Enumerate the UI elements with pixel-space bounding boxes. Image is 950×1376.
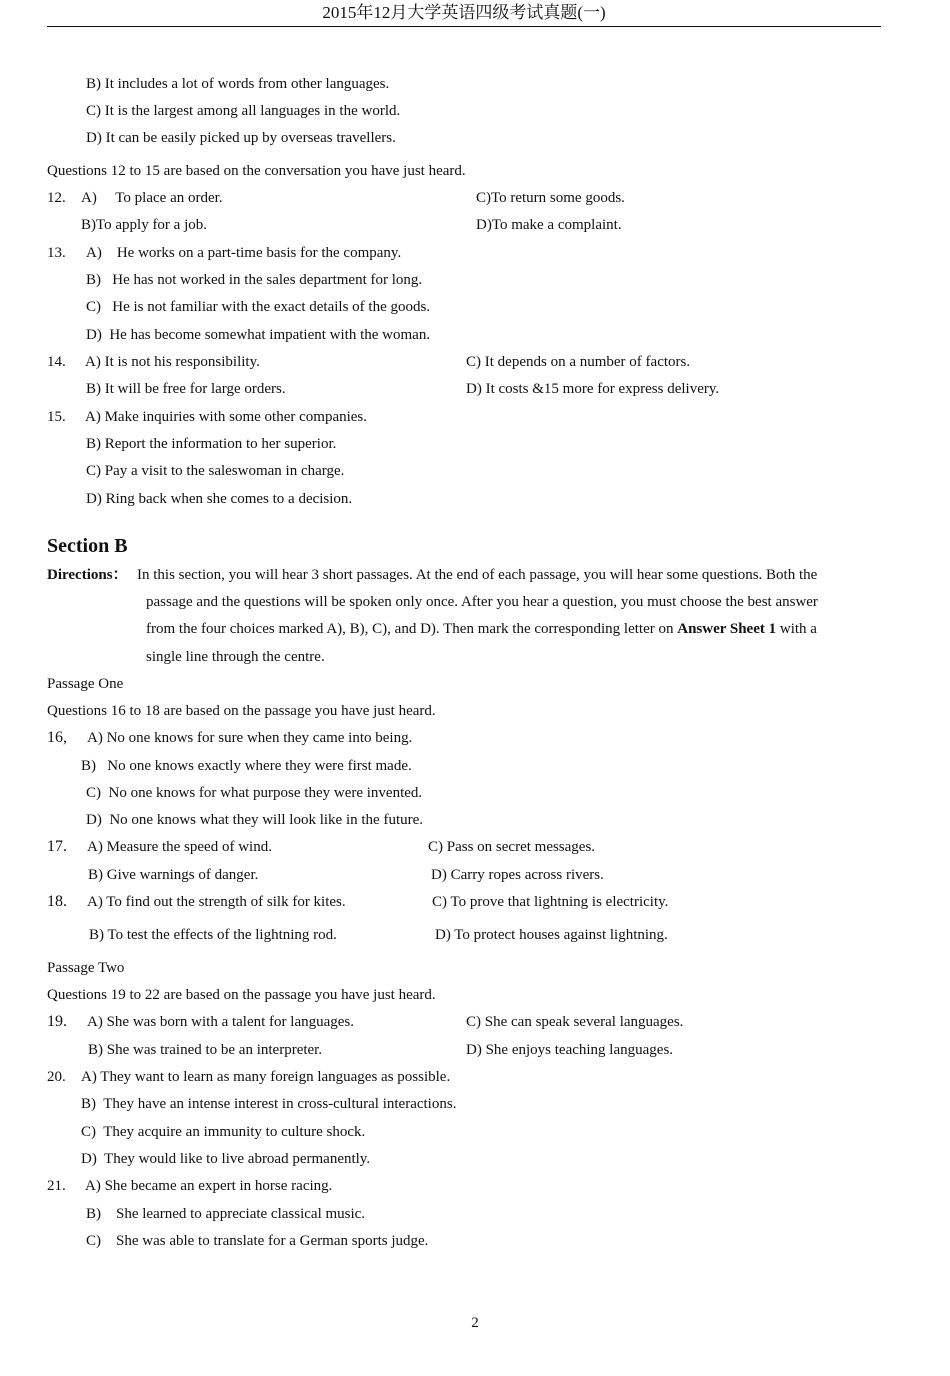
page-header	[47, 0, 881, 27]
q15-option-d: D) Ring back when she comes to a decision.	[86, 491, 353, 507]
q13-option-b: B) He has not worked in the sales department for long.	[86, 272, 423, 288]
q17-option-b: B) Give warnings of danger.	[88, 867, 259, 883]
header-title: 2015年12月大学英语四级考试真题(一)	[322, 3, 606, 22]
q15-number: 15.	[47, 409, 66, 425]
q18-option-a: A) To find out the strength of silk for kites.	[87, 894, 346, 910]
q20-option-b: B) They have an intense interest in cross-cultural interactions.	[81, 1096, 457, 1112]
q16-number: 16,	[47, 729, 67, 746]
q14-option-d: D) It costs &15 more for express delivery.	[466, 381, 720, 397]
section-b-heading: Section B	[47, 535, 128, 557]
q12-number: 12.	[47, 190, 66, 206]
passage-two-title: Passage Two	[47, 960, 125, 976]
q12-option-c: C)To return some goods.	[476, 190, 625, 206]
q20-option-c: C) They acquire an immunity to culture shock.	[81, 1124, 366, 1140]
q15-option-a: A) Make inquiries with some other companies.	[85, 409, 368, 425]
directions-line-1: In this section, you will hear 3 short passages. At the end of each passage, you will hear some questions. Both the	[137, 567, 818, 583]
directions-line-3-pre: from the four choices marked A), B), C), and D). Then mark the corresponding letter on	[146, 621, 678, 637]
q15-option-b: B) Report the information to her superior.	[86, 436, 337, 452]
q17-option-d: D) Carry ropes across rivers.	[431, 867, 604, 883]
q17-option-c: C) Pass on secret messages.	[428, 839, 596, 855]
q16-option-d: D) No one knows what they will look like in the future.	[86, 812, 424, 828]
q12-option-b: B)To apply for a job.	[81, 217, 208, 233]
directions-line-3-post: with a	[776, 621, 817, 637]
q14-option-a: A) It is not his responsibility.	[85, 354, 260, 370]
q16-option-b: B) No one knows exactly where they were first made.	[81, 758, 412, 774]
q12-option-d: D)To make a complaint.	[476, 217, 622, 233]
q20-option-d: D) They would like to live abroad permanently.	[81, 1151, 371, 1167]
q12-option-a: A) To place an order.	[81, 190, 223, 206]
passage-two-intro: Questions 19 to 22 are based on the passage you have just heard.	[47, 987, 436, 1003]
q13-option-c: C) He is not familiar with the exact details of the goods.	[86, 299, 431, 315]
q15-option-c: C) Pay a visit to the saleswoman in charge.	[86, 463, 345, 479]
q18-option-b: B) To test the effects of the lightning rod.	[89, 927, 337, 943]
q14-option-b: B) It will be free for large orders.	[86, 381, 286, 397]
q19-option-a: A) She was born with a talent for languages.	[87, 1014, 355, 1030]
directions-line-3	[146, 620, 886, 638]
passage-one-title: Passage One	[47, 676, 124, 692]
q20-number: 20.	[47, 1069, 66, 1085]
q18-option-c: C) To prove that lightning is electricity.	[432, 894, 669, 910]
q19-number: 19.	[47, 1013, 67, 1030]
q19-option-c: C) She can speak several languages.	[466, 1014, 684, 1030]
directions-label: Directions：	[47, 567, 128, 583]
q17-number: 17.	[47, 838, 67, 855]
directions-line-2: passage and the questions will be spoken only once. After you hear a question, you must choose the best answer	[146, 594, 818, 610]
q13-option-a: A) He works on a part-time basis for the company.	[86, 245, 402, 261]
q16-option-a: A) No one knows for sure when they came into being.	[87, 730, 413, 746]
answer-sheet-label: Answer Sheet 1	[677, 621, 777, 637]
q18-option-d: D) To protect houses against lightning.	[435, 927, 668, 943]
q14-option-c: C) It depends on a number of factors.	[466, 354, 691, 370]
q13-option-d: D) He has become somewhat impatient with the woman.	[86, 327, 431, 343]
q19-option-b: B) She was trained to be an interpreter.	[88, 1042, 323, 1058]
q18-number: 18.	[47, 893, 67, 910]
q11-option-d: D) It can be easily picked up by overseas travellers.	[86, 130, 396, 146]
q20-option-a: A) They want to learn as many foreign languages as possible.	[81, 1069, 451, 1085]
q21-number: 21.	[47, 1178, 66, 1194]
q19-option-d: D) She enjoys teaching languages.	[466, 1042, 674, 1058]
q13-number: 13.	[47, 245, 66, 261]
q14-number: 14.	[47, 354, 66, 370]
q17-option-a: A) Measure the speed of wind.	[87, 839, 272, 855]
passage-one-intro: Questions 16 to 18 are based on the passage you have just heard.	[47, 703, 436, 719]
q11-option-c: C) It is the largest among all languages in the world.	[86, 103, 401, 119]
q21-option-a: A) She became an expert in horse racing.	[85, 1178, 333, 1194]
q11-option-b: B) It includes a lot of words from other languages.	[86, 76, 390, 92]
questions-12-15-intro: Questions 12 to 15 are based on the conversation you have just heard.	[47, 163, 466, 179]
q21-option-b: B) She learned to appreciate classical music.	[86, 1206, 366, 1222]
q16-option-c: C) No one knows for what purpose they were invented.	[86, 785, 423, 801]
q21-option-c: C) She was able to translate for a German sports judge.	[86, 1233, 429, 1249]
page-number: 2	[471, 1315, 479, 1331]
directions-line-4: single line through the centre.	[146, 649, 325, 665]
